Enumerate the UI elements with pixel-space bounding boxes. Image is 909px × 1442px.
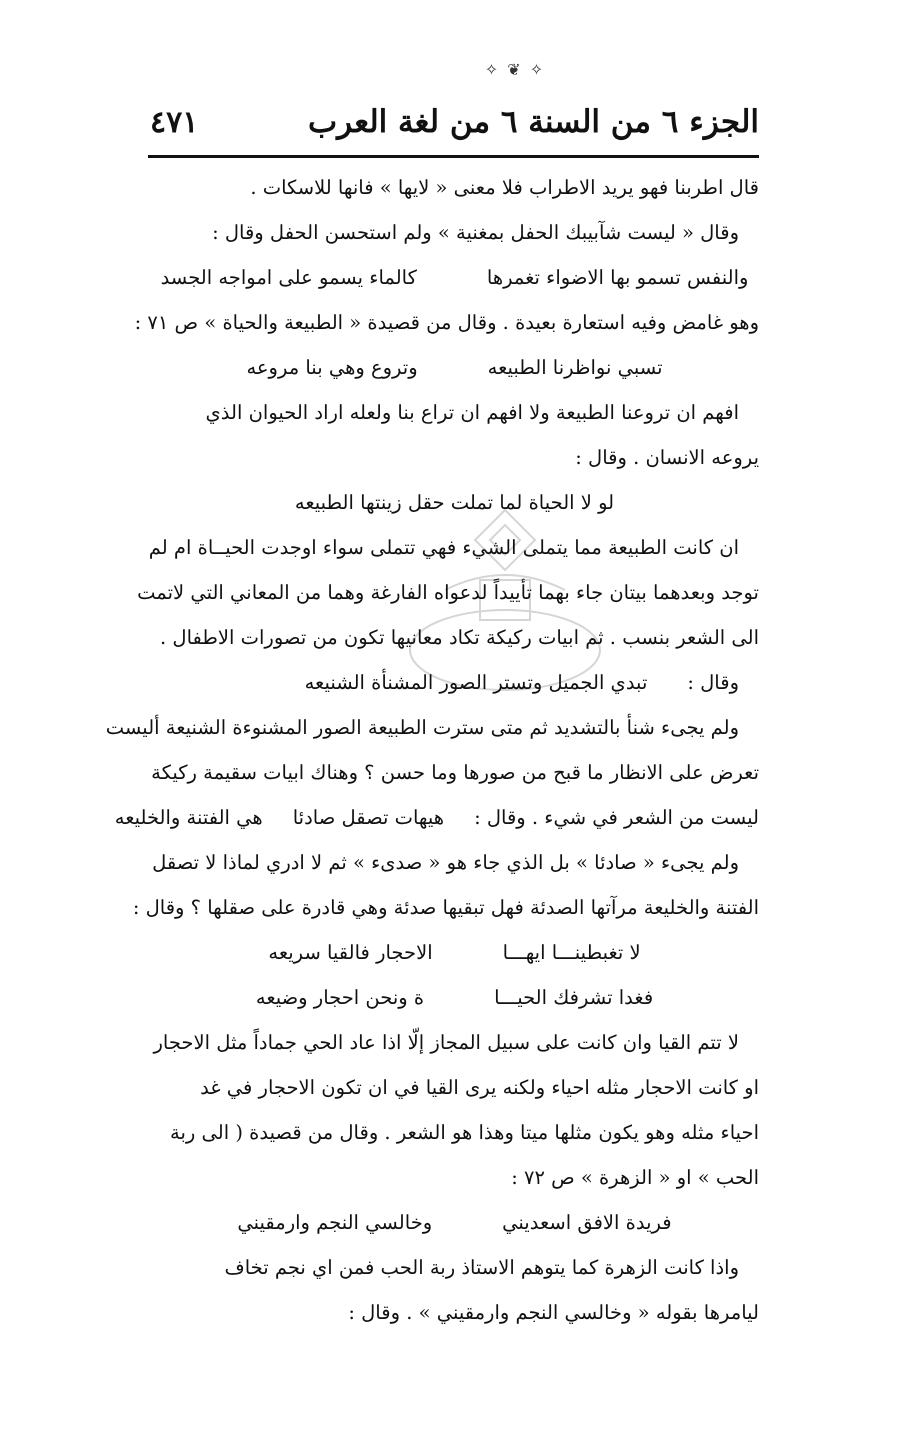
verse-first-hemistich: والنفس تسمو بها الاضواء تغمرها [486,266,749,289]
prose-line: توجد وبعدهما بيتان جاء بهما تأييداً لدعواه الفارغة وهما من المعاني التي لاتمت [137,581,759,604]
ornament-icon: ✧ ❦ ✧ [484,60,546,79]
verse-first-hemistich: لا تغبطينـــا ايهـــا [502,941,641,964]
prose-line: تعرض على الانظار ما قبح من صورها وما حسن ؟ وهناك ابيات سقيمة ركيكة [151,761,759,784]
prose-line: احياء مثله وهو يكون مثلها ميتا وهذا هو الشعر . وقال من قصيدة ( الى ربة [170,1121,759,1144]
prose-line: ان كانت الطبيعة مما يتملى الشيء فهي تتملى سواء اوجدت الحيــاة ام لم [148,536,739,559]
prose-line: لیامرها بقوله « وخالسي النجم وارمقيني » . وقال : [348,1301,759,1324]
prose-line: يروعه الانسان . وقال : [575,446,759,469]
prose-line: ولم يجىء شنأ بالتشديد ثم متى سترت الطبيعة الصور المشنوءة الشنيعة أليست [105,716,739,739]
verse-second-hemistich: وخالسي النجم وارمقيني [237,1211,433,1234]
header-rule [148,155,759,158]
prose-line: وهو غامض وفيه استعارة بعيدة . وقال من قصيدة « الطبيعة والحياة » ص ٧١ : [134,311,759,334]
verse-line [150,480,759,525]
verse-line [150,1200,759,1245]
verse-first-hemistich: فغدا تشرفك الحيـــا [494,986,654,1009]
prose-line: الفتنة والخليعة مرآتها الصدئة فهل تبقيها صدئة وهي قادرة على صقلها ؟ وقال : [132,896,759,919]
verse-first-hemistich: فريدة الافق اسعديني [502,1211,672,1234]
page-number: ٤٧١ [150,104,199,140]
page-header [150,92,759,152]
verse-second-hemistich: هي الفتنة والخليعه [114,806,263,829]
verse-line [150,255,759,300]
verse-first-hemistich: تسبي نواظرنا الطبيعه [487,356,663,379]
verse-second-hemistich: الاحجار فالقيا سريعه [268,941,433,964]
prose-text: ليست من الشعر في شيء . وقال : [474,806,759,829]
prose-line: ولم يجىء « صادئا » بل الذي جاء هو « صدىء » ثم لا ادري لماذا لا تصقل [152,851,739,874]
verse-line [150,975,759,1020]
prose-line: لا تتم القيا وان كانت على سبيل المجاز إلّا اذا عاد الحي جماداً مثل الاحجار [153,1031,739,1054]
verse-second-hemistich: كالماء يسمو على امواجه الجسد [160,266,417,289]
document-body [105,165,759,1335]
verse-text: تبدي الجميل وتستر الصور المشنأة الشنيعه [304,671,648,694]
verse-second-hemistich: ة ونحن احجار وضيعه [255,986,425,1009]
verse-line [150,660,759,705]
prose-line: او كانت الاحجار مثله احياء ولكنه يرى القيا في ان تكون الاحجار في غد [200,1076,759,1099]
verse-lead-text: وقال : [687,671,739,694]
verse-line [150,930,759,975]
prose-verse-line [114,795,759,840]
prose-line: وقال « ليست شآبيبك الحفل بمغنية » ولم استحسن الحفل وقال : [212,221,739,244]
prose-line: قال اطربنا فهو يريد الاطراب فلا معنى « لايها » فانها للاسكات . [250,176,759,199]
prose-line: الحب » او « الزهرة » ص ٧٢ : [511,1166,759,1189]
prose-line: افهم ان تروعنا الطبيعة ولا افهم ان تراع بنا ولعله اراد الحيوان الذي [205,401,739,424]
verse-first-hemistich: هيهات تصقل صادئا [292,806,445,829]
verse-text: لو لا الحياة لما تملت حقل زينتها الطبيعه [294,491,615,514]
prose-line: واذا كانت الزهرة كما يتوهم الاستاذ ربة الحب فمن اي نجم تخاف [224,1256,739,1279]
verse-second-hemistich: وتروع وهي بنا مروعه [246,356,418,379]
running-title: الجزء ٦ من السنة ٦ من لغة العرب [307,104,759,140]
verse-line [150,345,759,390]
prose-line: الى الشعر بنسب . ثم ابيات ركيكة تكاد معانيها تكون من تصورات الاطفال . [160,626,759,649]
